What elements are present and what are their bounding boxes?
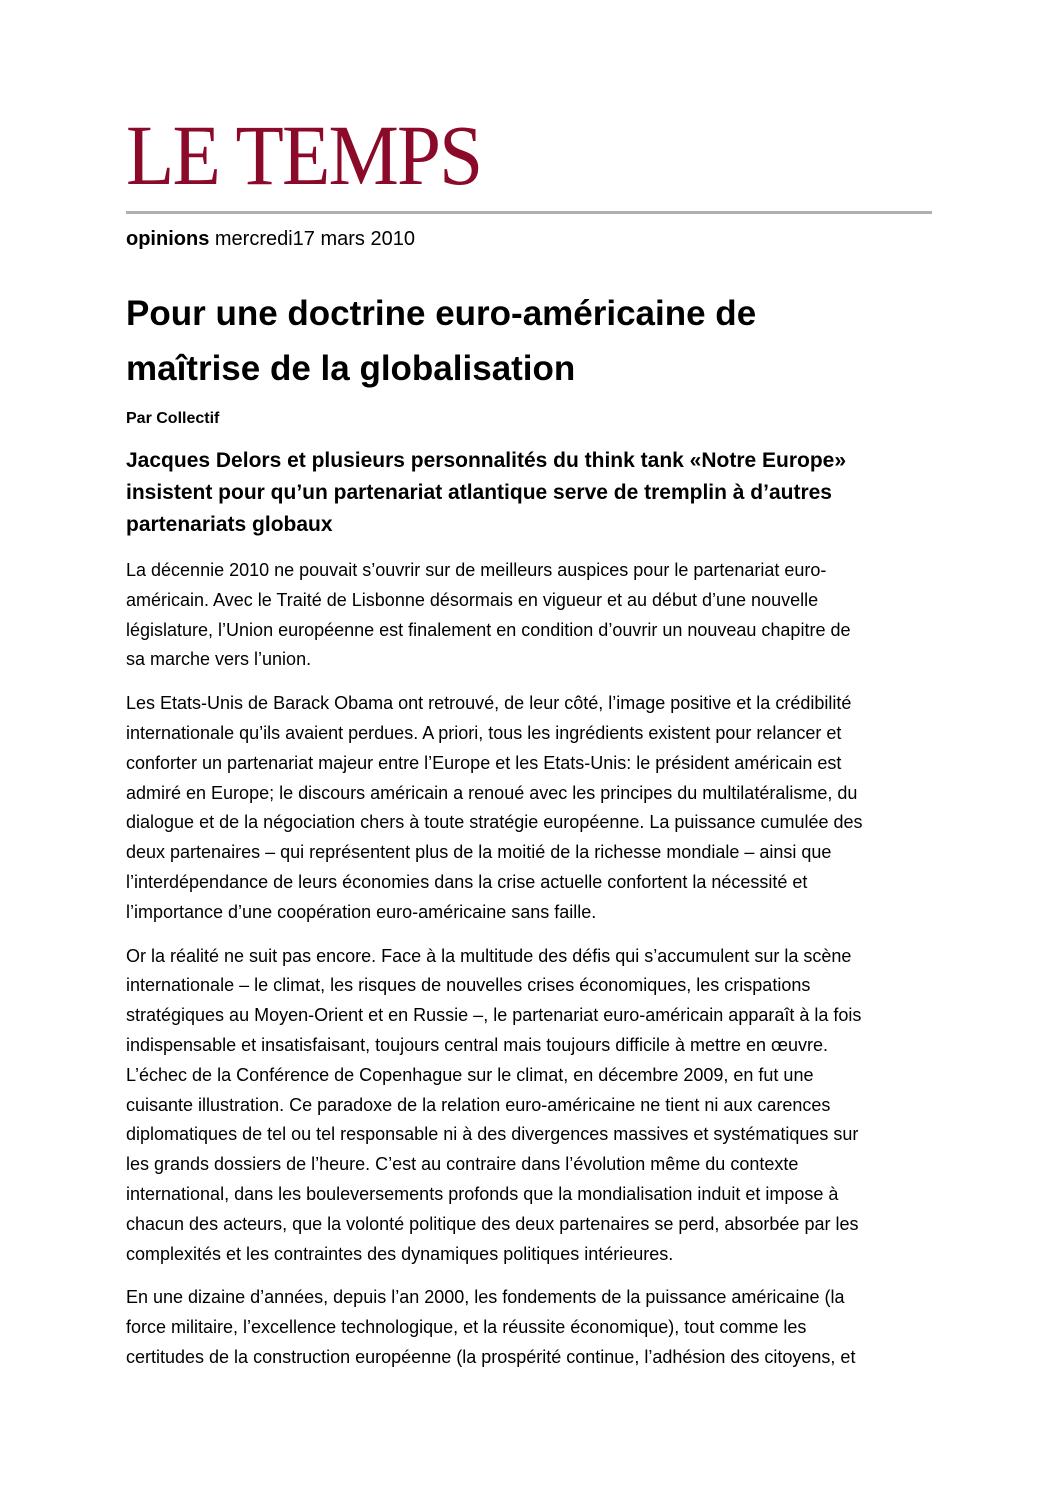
paragraph-line: américain. Avec le Traité de Lisbonne désormais en vigueur et au début d’une nouvelle: [126, 589, 819, 610]
lead-line: Jacques Delors et plusieurs personnalités du think tank «Notre Europe»: [126, 449, 847, 472]
paragraph-line: stratégiques au Moyen-Orient et en Russie –, le partenariat euro-américain apparaît à la fois: [126, 1005, 862, 1026]
paragraph-line: L’échec de la Conférence de Copenhague sur le climat, en décembre 2009, en fut une: [126, 1064, 814, 1085]
header-divider: [126, 211, 932, 214]
paragraph-line: complexités et les contraintes des dynamiques politiques intérieures.: [126, 1243, 674, 1264]
paragraph-line: cuisante illustration. Ce paradoxe de la relation euro-américaine ne tient ni aux carences: [126, 1094, 831, 1115]
paragraph-line: dialogue et de la négociation chers à toute stratégie européenne. La puissance cumulée des: [126, 812, 863, 833]
paragraph-line: législature, l’Union européenne est finalement en condition d’ouvrir un nouveau chapitre de: [126, 619, 851, 640]
paragraph-line: conforter un partenariat majeur entre l’Europe et les Etats-Unis: le président américain est: [126, 752, 842, 773]
paragraph-line: internationale – le climat, les risques de nouvelles crises économiques, les crispations: [126, 975, 811, 996]
paragraph-line: En une dizaine d’années, depuis l’an 2000, les fondements de la puissance américaine (la: [126, 1287, 845, 1308]
article-paragraph: [126, 1283, 946, 1372]
paragraph-line: internationale qu’ils avaient perdues. A priori, tous les ingrédients existent pour relancer et: [126, 722, 842, 743]
article-author: Par Collectif: [126, 410, 220, 427]
paragraph-line: indispensable et insatisfaisant, toujours central mais toujours difficile à mettre en œuvre.: [126, 1034, 829, 1055]
paragraph-line: La décennie 2010 ne pouvait s’ouvrir sur de meilleurs auspices pour le partenariat euro-: [126, 560, 827, 580]
paragraph-line: admiré en Europe; le discours américain a renoué avec les principes du multilatéralisme, du: [126, 782, 858, 803]
article-lead: [126, 445, 846, 541]
lead-line: insistent pour qu’un partenariat atlantique serve de tremplin à d’autres: [126, 481, 832, 504]
article-body: [126, 556, 946, 1387]
paragraph-line: international, dans les bouleversements profonds que la mondialisation induit et impose à: [126, 1183, 839, 1204]
article-date: mercredi17 mars 2010: [214, 228, 415, 250]
title-line: maîtrise de la globalisation: [126, 349, 576, 388]
article-paragraph: [126, 556, 946, 675]
paragraph-line: Or la réalité ne suit pas encore. Face à la multitude des défis qui s’accumulent sur la scène: [126, 945, 852, 966]
article-paragraph: [126, 689, 946, 927]
le-temps-logo: LE TEMPS: [126, 107, 482, 203]
paragraph-line: diplomatiques de tel ou tel responsable ni à des divergences massives et systématiques sur: [126, 1124, 859, 1145]
article-paragraph: [126, 942, 946, 1270]
paragraph-line: certitudes de la construction européenne (la prospérité continue, l’adhésion des citoyens, et: [126, 1346, 856, 1367]
lead-line: partenariats globaux: [126, 513, 333, 536]
paragraph-line: sa marche vers l’union.: [126, 649, 312, 670]
paragraph-line: deux partenaires – qui représentent plus de la moitié de la richesse mondiale – ainsi que: [126, 842, 832, 863]
article-title: [126, 286, 756, 396]
paragraph-line: les grands dossiers de l’heure. C’est au contraire dans l’évolution même du contexte: [126, 1154, 799, 1175]
paragraph-line: chacun des acteurs, que la volonté politique des deux partenaires se perd, absorbée par les: [126, 1213, 859, 1234]
paragraph-line: force militaire, l’excellence technologique, et la réussite économique), tout comme les: [126, 1317, 807, 1338]
article-meta: [126, 228, 415, 251]
title-line: Pour une doctrine euro-américaine de: [126, 294, 757, 333]
paragraph-line: l’interdépendance de leurs économies dans la crise actuelle confortent la nécessité et: [126, 871, 808, 892]
section-label: opinions: [126, 228, 210, 250]
paragraph-line: Les Etats-Unis de Barack Obama ont retrouvé, de leur côté, l’image positive et la crédibilité: [126, 693, 852, 714]
paragraph-line: l’importance d’une coopération euro-américaine sans faille.: [126, 901, 597, 922]
